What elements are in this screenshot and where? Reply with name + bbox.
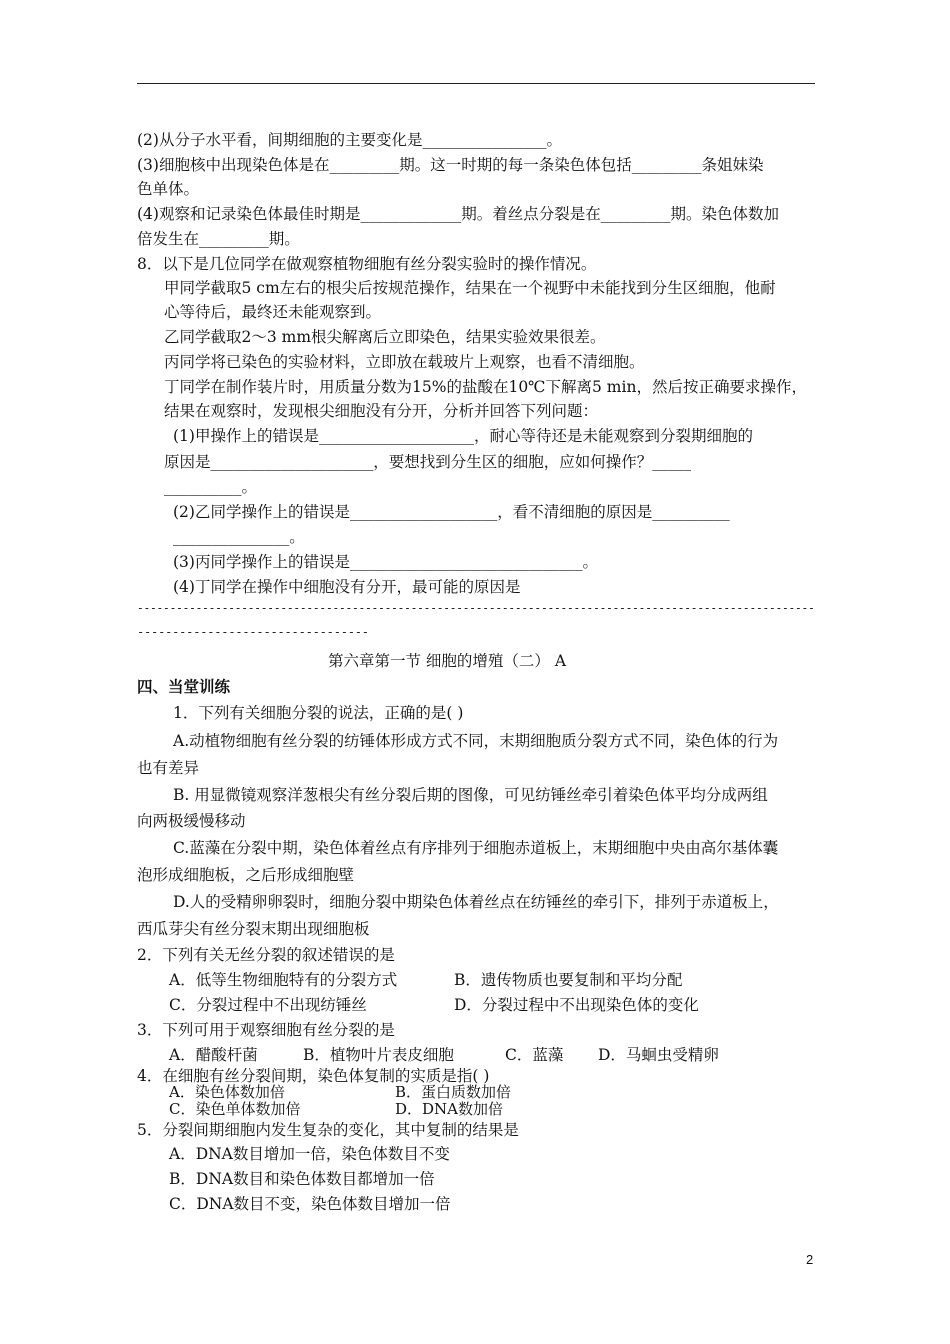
text-line: 结果在观察时，发现根尖细胞没有分开，分析并回答下列问题： [164, 402, 599, 420]
text-line: 4．在细胞有丝分裂间期，染色体复制的实质是指( ) [137, 1067, 490, 1085]
text-line: C.蓝藻在分裂中期，染色体着丝点有序排列于细胞赤道板上，末期细胞中央由高尔基体囊 [173, 839, 779, 857]
text-line: (3)细胞核中出现染色体是在_________期。这一时期的每一条染色体包括_________条姐妹染 [137, 156, 764, 174]
text-line: B. 用显微镜观察洋葱根尖有丝分裂后期的图像，可见纺锤丝牵引着染色体平均分成两组 [173, 786, 768, 804]
text-line: C．分裂过程中不出现纺锤丝 [169, 996, 367, 1014]
text-line: A．染色体数加倍 [169, 1083, 285, 1101]
text-line: 原因是_____________________，要想找到分生区的细胞，应如何操作？_____ [164, 453, 692, 471]
text-line: (4)观察和记录染色体最佳时期是_____________期。着丝点分裂是在_________期。染色体数加 [137, 205, 779, 223]
text-line: 倍发生在_________期。 [137, 230, 300, 248]
text-line: C．蓝藻 [505, 1046, 564, 1064]
text-line: 甲同学截取5 cm左右的根尖后按规范操作，结果在一个视野中未能找到分生区细胞，他耐 [164, 279, 776, 297]
text-line: (4)丁同学在操作中细胞没有分开，最可能的原因是 [173, 578, 521, 596]
text-line: D．分裂过程中不出现染色体的变化 [454, 996, 699, 1014]
text-line: 第六章第一节 细胞的增殖（二） A [328, 652, 567, 670]
text-line: 2．下列有关无丝分裂的叙述错误的是 [137, 946, 395, 964]
text-line: 丙同学将已染色的实验材料，立即放在载玻片上观察，也看不清细胞。 [164, 353, 645, 371]
text-line: A．低等生物细胞特有的分裂方式 [169, 971, 398, 989]
text-line: _______________。 [173, 528, 305, 546]
text-line: 乙同学截取2～3 mm根尖解离后立即染色，结果实验效果很差。 [164, 328, 606, 346]
text-line: 8．以下是几位同学在做观察植物细胞有丝分裂实验时的操作情况。 [137, 255, 597, 273]
text-line: A．醋酸杆菌 [169, 1046, 258, 1064]
header-rule [137, 83, 815, 84]
text-line: B．蛋白质数加倍 [395, 1083, 512, 1101]
text-line: A．DNA数目增加一倍，染色体数目不变 [169, 1145, 450, 1163]
answer-dash-line-2: --------------------------------- [137, 625, 369, 639]
page-number: 2 [806, 1252, 814, 1267]
text-line: 5．分裂间期细胞内发生复杂的变化，其中复制的结果是 [137, 1121, 519, 1139]
text-line: D.人的受精卵卵裂时，细胞分裂中期染色体着丝点在纺锤丝的牵引下，排列于赤道板上， [173, 893, 779, 911]
text-line: __________。 [164, 478, 258, 496]
text-line: 也有差异 [137, 759, 200, 777]
text-line: (1)甲操作上的错误是____________________，耐心等待还是未能观察到分裂期细胞的 [173, 427, 753, 445]
text-line: 色单体。 [137, 180, 200, 198]
text-line: D．DNA数加倍 [395, 1100, 504, 1118]
text-line: 向两极缓慢移动 [137, 812, 246, 830]
answer-dash-line-1: -------------------------------------------------------------------------------------------------------- [137, 601, 815, 615]
text-line: C．DNA数目不变，染色体数目增加一倍 [169, 1195, 451, 1213]
text-line: 心等待后，最终还未能观察到。 [164, 303, 382, 321]
text-line: 西瓜芽尖有丝分裂末期出现细胞板 [137, 920, 370, 938]
text-line: A.动植物细胞有丝分裂的纺锤体形成方式不同，末期细胞质分裂方式不同，染色体的行为 [173, 732, 779, 750]
text-line: B．遗传物质也要复制和平均分配 [454, 971, 683, 989]
text-line: (3)丙同学操作上的错误是______________________________。 [173, 553, 598, 571]
text-line: 丁同学在制作装片时，用质量分数为15%的盐酸在10℃下解离5 min，然后按正确要求操作， [164, 378, 807, 396]
text-line: (2)乙同学操作上的错误是___________________，看不清细胞的原因是__________ [173, 503, 730, 521]
text-line: 3．下列可用于观察细胞有丝分裂的是 [137, 1021, 395, 1039]
text-line: C．染色单体数加倍 [169, 1100, 301, 1118]
text-line: B．DNA数目和染色体数目都增加一倍 [169, 1170, 435, 1188]
text-line: D．马蛔虫受精卵 [598, 1046, 719, 1064]
text-line: (2)从分子水平看，间期细胞的主要变化是________________。 [137, 131, 562, 149]
text-line: 泡形成细胞板，之后形成细胞壁 [137, 866, 355, 884]
text-line: B．植物叶片表皮细胞 [303, 1046, 454, 1064]
text-line: 1．下列有关细胞分裂的说法，正确的是( ) [173, 704, 464, 722]
text-line: 四、当堂训练 [137, 677, 231, 696]
